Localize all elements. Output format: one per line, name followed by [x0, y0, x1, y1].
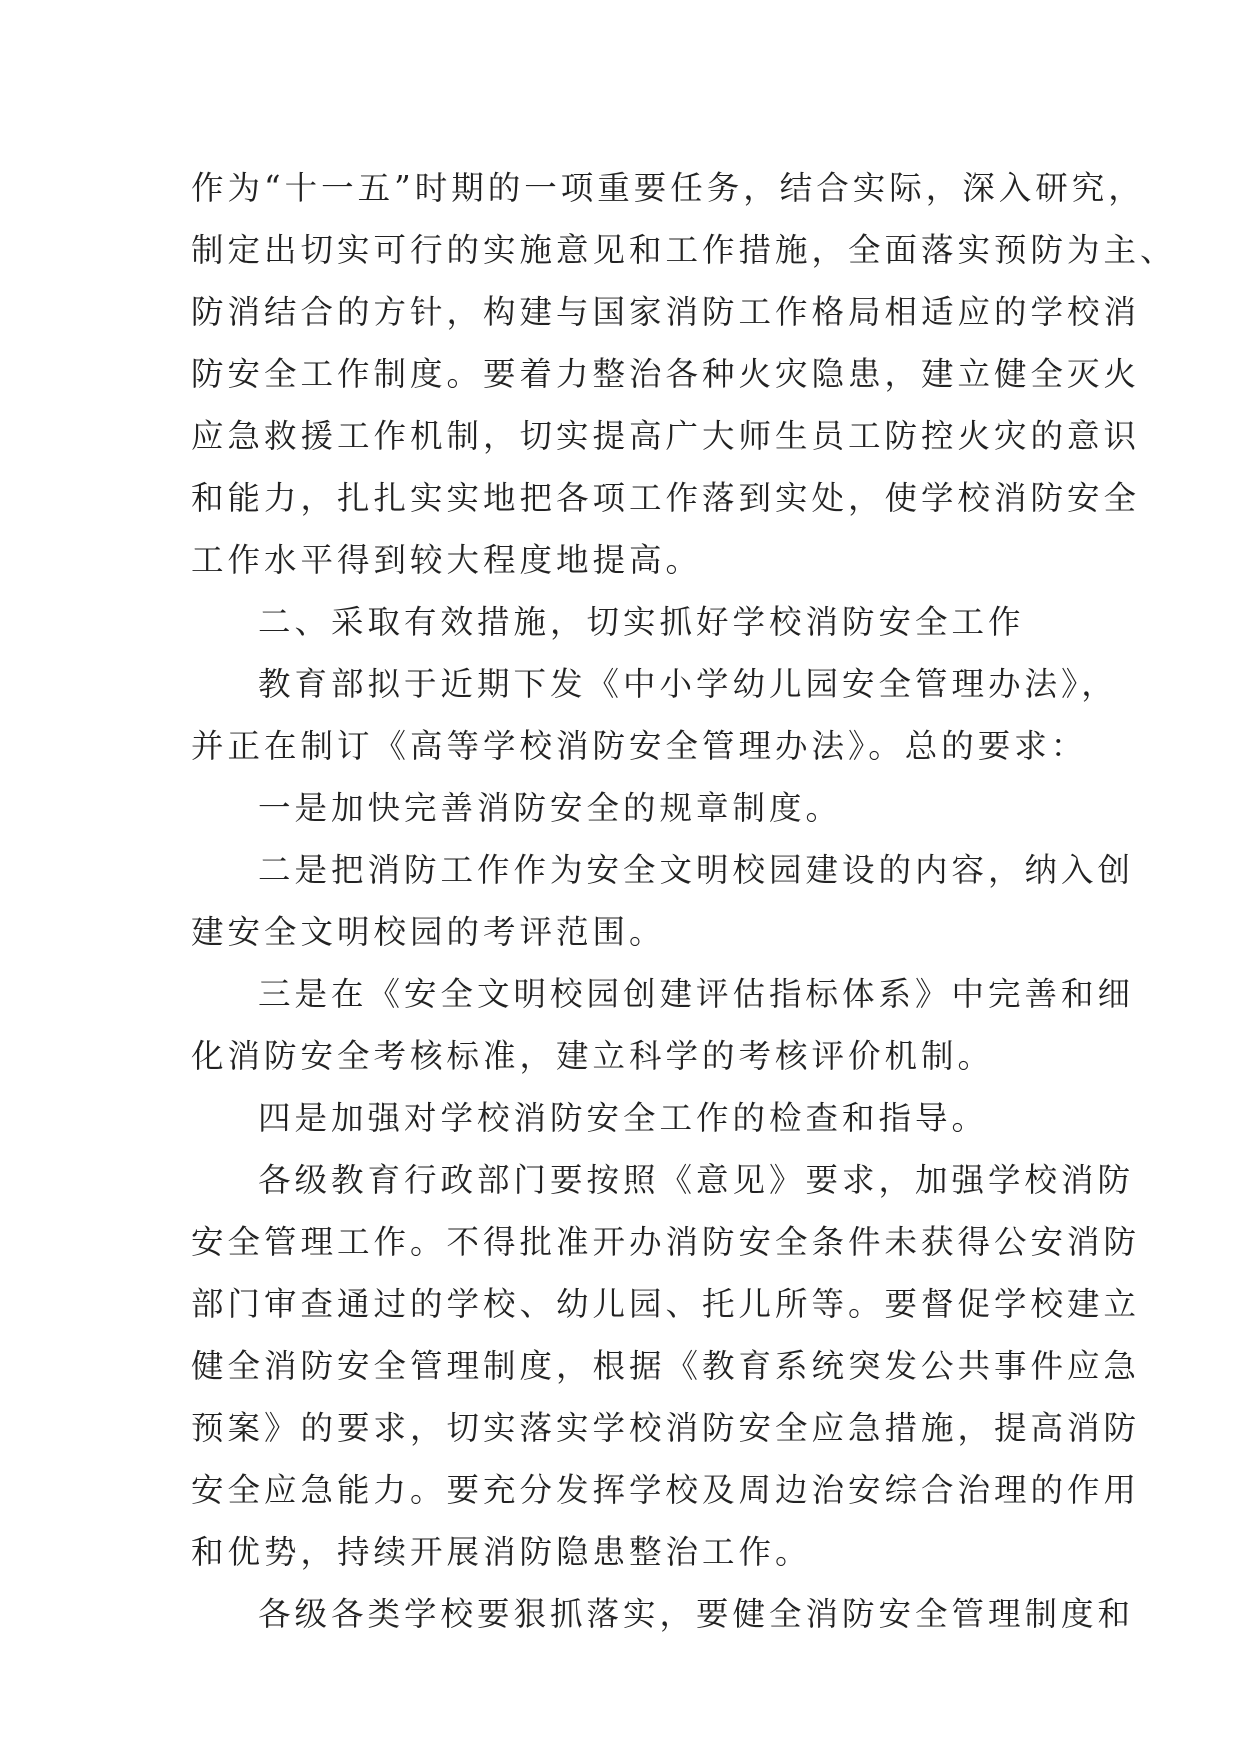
text-line: 三是在《安全文明校园创建评估指标体系》中完善和细 — [258, 975, 1135, 1013]
text-line: 一是加快完善消防安全的规章制度。 — [258, 789, 843, 827]
text-line: 工作水平得到较大程度地提高。 — [191, 541, 703, 579]
text-line: 安全应急能力。要充分发挥学校及周边治安综合治理的作用 — [191, 1471, 1141, 1509]
text-line: 各级各类学校要狠抓落实，要健全消防安全管理制度和 — [258, 1595, 1135, 1633]
text-line: 化消防安全考核标准，建立科学的考核评价机制。 — [191, 1037, 995, 1075]
text-line: 部门审查通过的学校、幼儿园、托儿所等。要督促学校建立 — [191, 1285, 1141, 1323]
text-line: 并正在制订《高等学校消防安全管理办法》。总的要求： — [191, 727, 1088, 765]
text-line: 安全管理工作。不得批准开办消防安全条件未获得公安消防 — [191, 1223, 1141, 1261]
text-line: 建安全文明校园的考评范围。 — [191, 913, 666, 951]
text-line: 作为“十一五”时期的一项重要任务，结合实际，深入研究， — [191, 169, 1145, 207]
text-line: 制定出切实可行的实施意见和工作措施，全面落实预防为主、 — [191, 231, 1177, 269]
text-line: 防消结合的方针，构建与国家消防工作格局相适应的学校消 — [191, 293, 1141, 331]
text-line: 二是把消防工作作为安全文明校园建设的内容，纳入创 — [258, 851, 1135, 889]
text-line: 教育部拟于近期下发《中小学幼儿园安全管理办法》， — [258, 665, 1118, 703]
text-line: 健全消防安全管理制度，根据《教育系统突发公共事件应急 — [191, 1347, 1141, 1385]
text-line: 应急救援工作机制，切实提高广大师生员工防控火灾的意识 — [191, 417, 1141, 455]
text-line: 各级教育行政部门要按照《意见》要求，加强学校消防 — [258, 1161, 1135, 1199]
text-line: 和能力，扎扎实实地把各项工作落到实处，使学校消防安全 — [191, 479, 1141, 517]
text-line: 和优势，持续开展消防隐患整治工作。 — [191, 1533, 812, 1571]
text-line: 预案》的要求，切实落实学校消防安全应急措施，提高消防 — [191, 1409, 1141, 1447]
section-heading: 二、采取有效措施，切实抓好学校消防安全工作 — [258, 603, 1025, 641]
text-line: 四是加强对学校消防安全工作的检查和指导。 — [258, 1099, 989, 1137]
text-line: 防安全工作制度。要着力整治各种火灾隐患，建立健全灭火 — [191, 355, 1141, 393]
